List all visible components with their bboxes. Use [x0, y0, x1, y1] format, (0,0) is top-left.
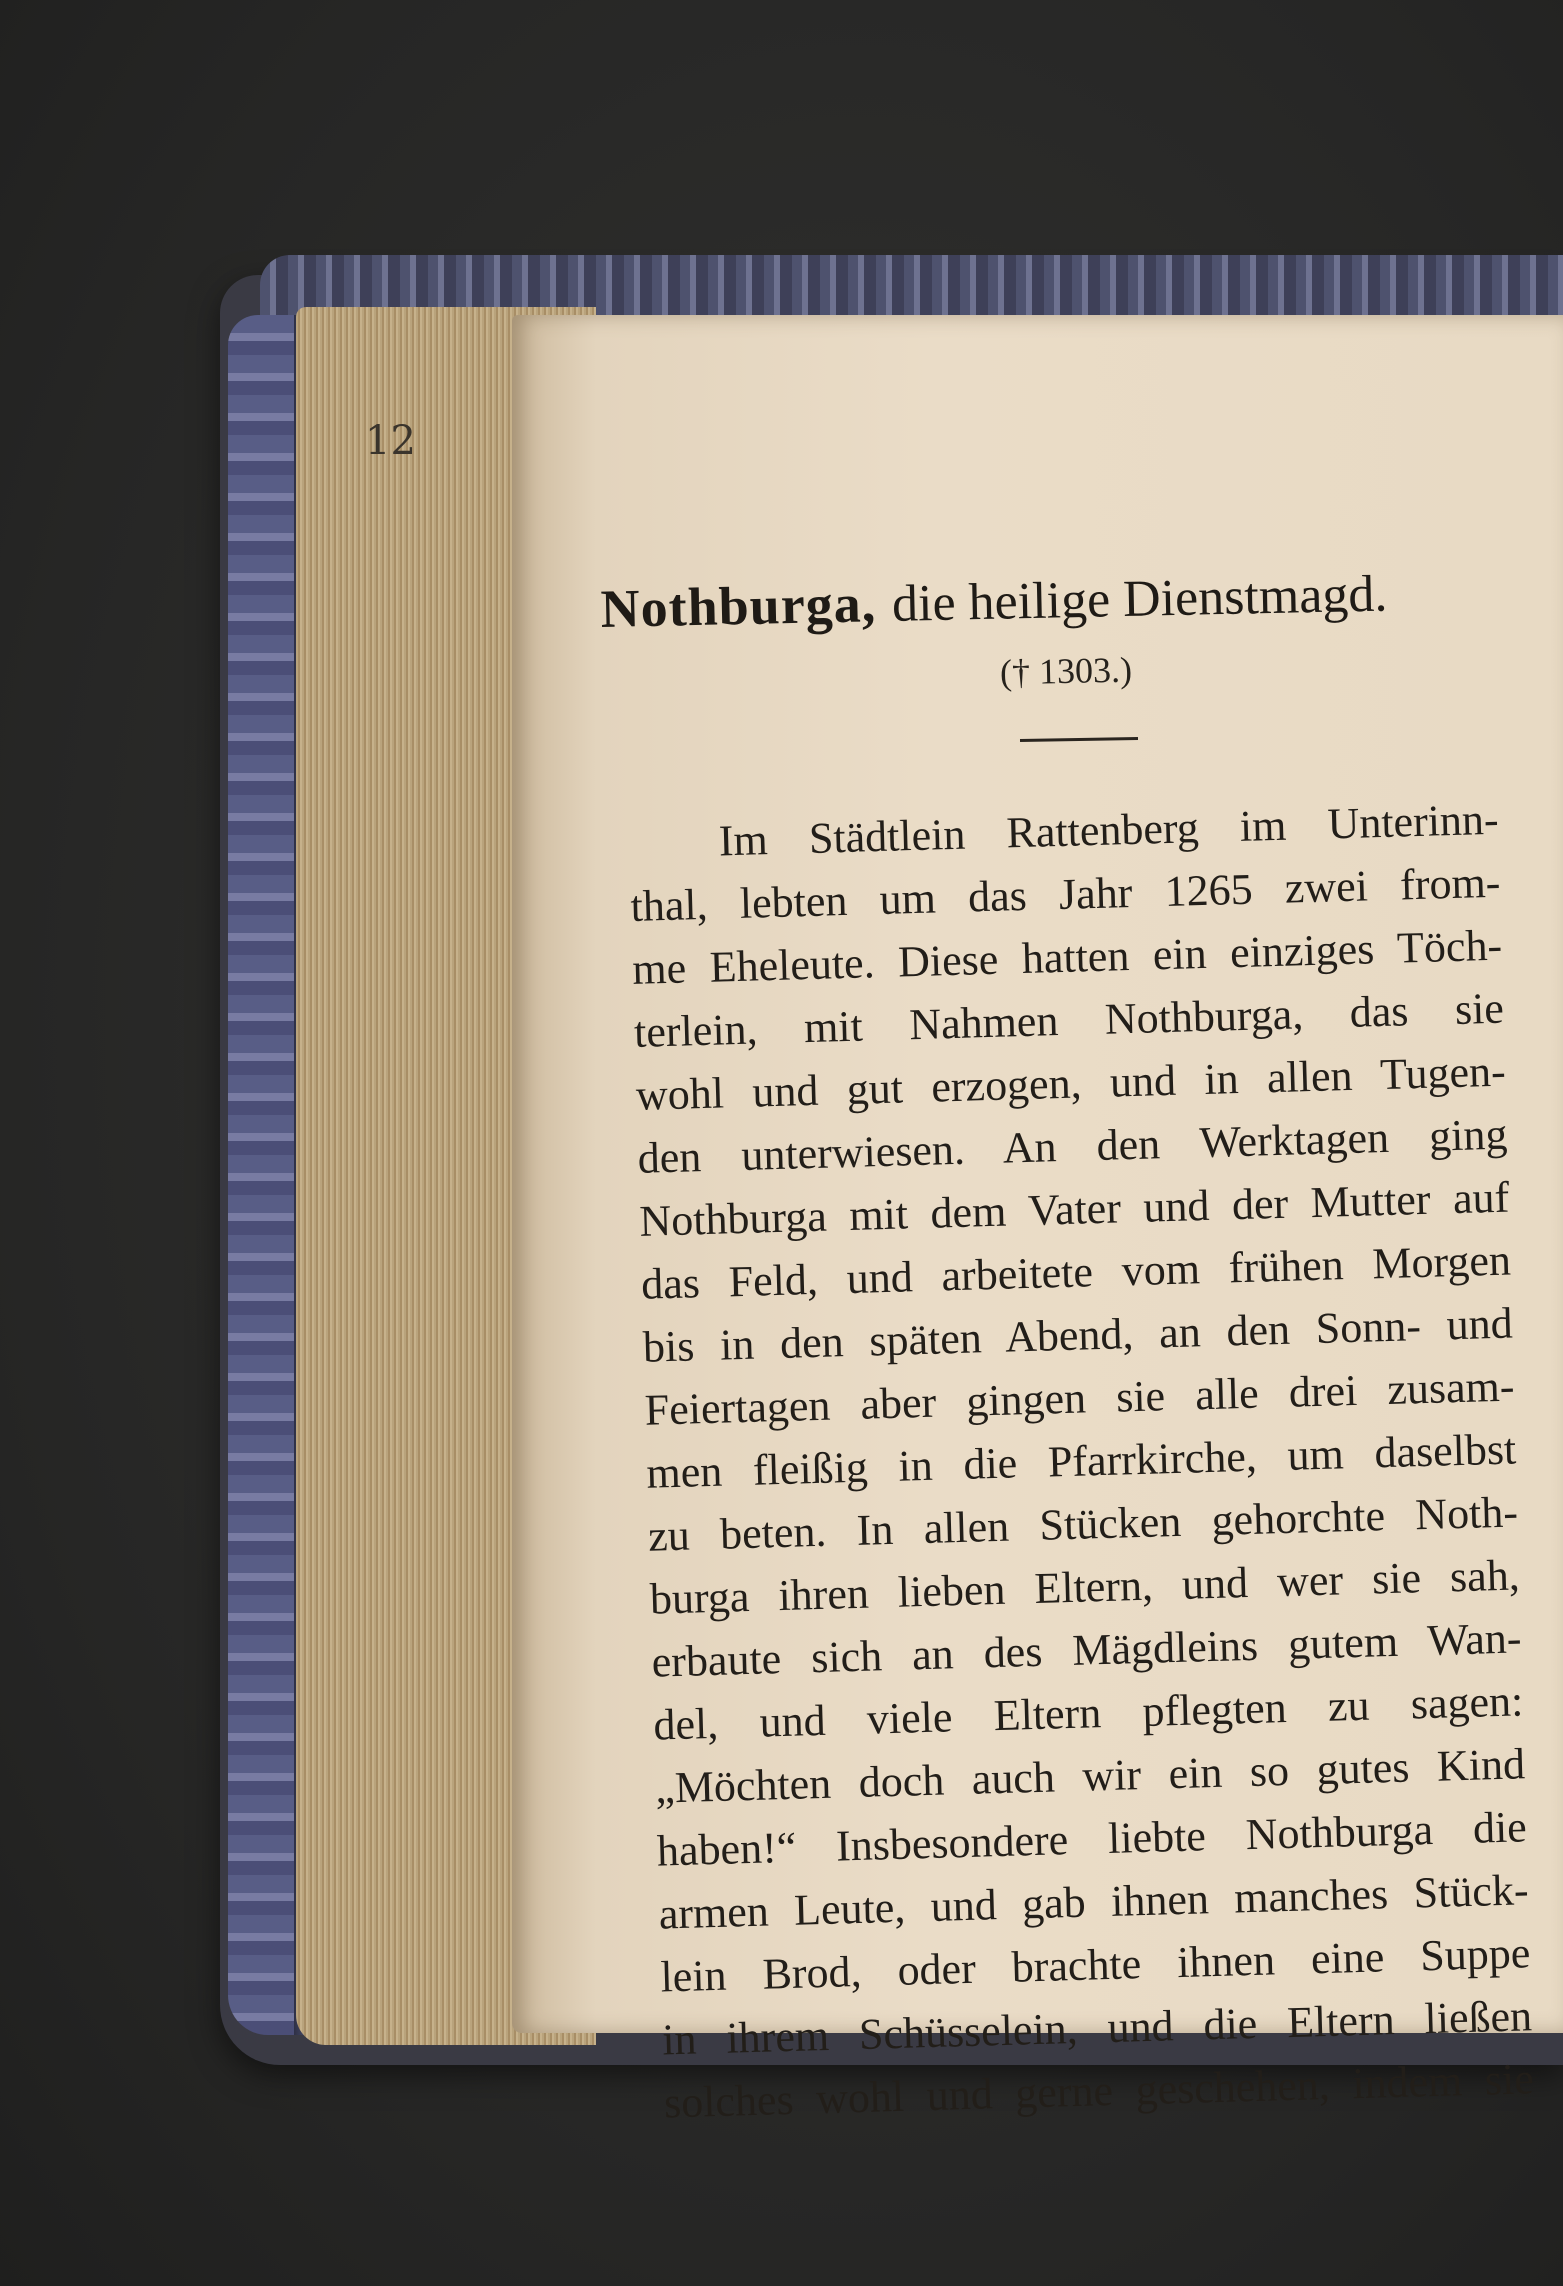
- text-line: Feiertagen aber gingen sie alle drei zusam-: [644, 1361, 1516, 1435]
- death-year: († 1303.): [999, 649, 1133, 693]
- body-text: [628, 788, 1535, 2135]
- cover-top-edge: [260, 255, 1563, 315]
- text-line: haben!“ Insbesondere liebte Nothburga die: [656, 1802, 1528, 1876]
- text-line: erbaute sich an des Mägdleins gutem Wan-: [651, 1613, 1523, 1687]
- text-line: wohl und gut erzogen, und in allen Tugen-: [635, 1046, 1507, 1120]
- text-line: men fleißig in die Pfarrkirche, um daselbst: [645, 1424, 1517, 1498]
- title-subtitle: die heilige Dienstmagd.: [891, 565, 1388, 633]
- text-line: me Eheleute. Diese hatten ein einziges Töch-: [631, 920, 1503, 994]
- text-line: burga ihren lieben Eltern, und wer sie sah,: [649, 1550, 1521, 1624]
- text-line: del, und viele Eltern pflegten zu sagen:: [652, 1676, 1524, 1750]
- book-spine: [228, 315, 300, 2035]
- text-line: „Möchten doch auch wir ein so gutes Kind: [654, 1739, 1526, 1813]
- title-name: Nothburga,: [600, 573, 877, 639]
- page-number: 12: [365, 418, 416, 464]
- text-line: in ihrem Schüsselein, und die Eltern ließen: [661, 1991, 1533, 2065]
- text-line: thal, lebten um das Jahr 1265 zwei from-: [629, 857, 1501, 931]
- text-line: lein Brod, oder brachte ihnen eine Suppe: [659, 1928, 1531, 2002]
- text-line: Im Städtlein Rattenberg im Unterinn-: [718, 794, 1500, 866]
- text-line: Nothburga mit dem Vater und der Mutter auf: [638, 1172, 1510, 1246]
- text-line: zu beten. In allen Stücken gehorchte Noth-: [647, 1487, 1519, 1561]
- text-line: terlein, mit Nahmen Nothburga, das sie: [633, 983, 1505, 1057]
- text-line: das Feld, und arbeitete vom frühen Morgen: [640, 1235, 1512, 1309]
- text-line: den unterwiesen. An den Werktagen ging: [636, 1109, 1509, 1183]
- text-line: armen Leute, und gab ihnen manches Stück-: [658, 1865, 1530, 1939]
- text-line: solches wohl und gerne geschehen, indem sie: [663, 2054, 1535, 2128]
- text-line: bis in den späten Abend, an den Sonn- und: [642, 1298, 1514, 1372]
